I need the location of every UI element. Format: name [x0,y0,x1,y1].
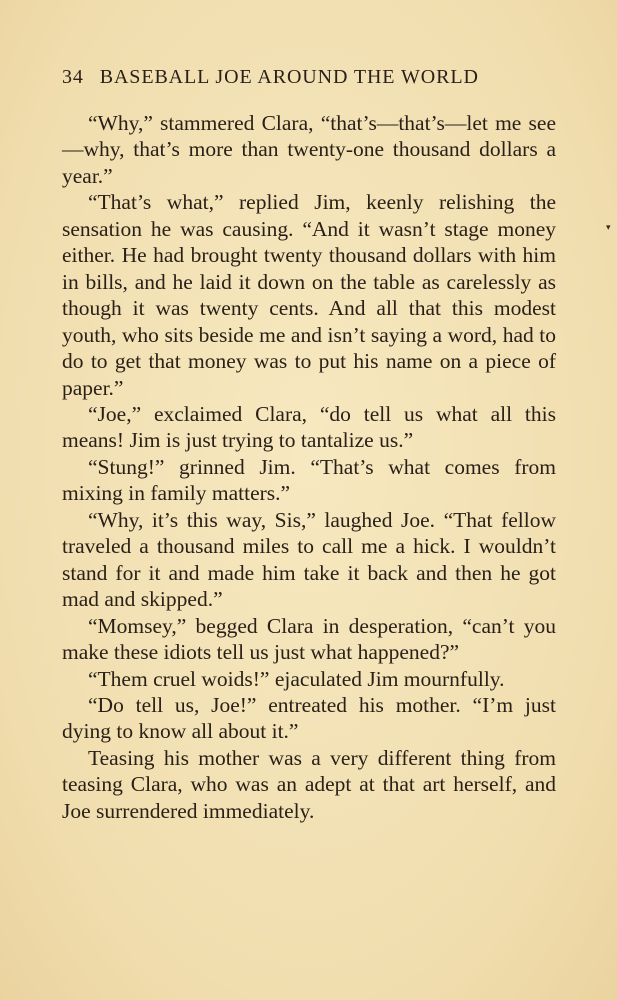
running-title: BASEBALL JOE AROUND THE WORLD [99,66,479,88]
margin-mark: ▾ [606,222,611,232]
paragraph: “Stung!” grinned Jim. “That’s what comes from mixing in family matters.” [62,454,556,506]
page-number: 34 [62,66,84,88]
paragraph: “Do tell us, Joe!” entreated his mother. “I’m just dying to know all about it.” [62,692,556,744]
paragraph: “That’s what,” replied Jim, keenly relishing the sensation he was causing. “And it wasn’t stage money either. He had brought twenty thousand dollars with him in bills, and he laid it down on the table as carelessly as though it was twenty cents. And all that this modest youth, who sits beside me and isn’t saying a word, had to do to get that money was to put his name on a piece of paper.” [62,190,556,400]
paragraph: “Why, it’s this way, Sis,” laughed Joe. “That fellow traveled a thousand miles to call me a hick. I wouldn’t stand for it and made him take it back and then he got mad and skipped.” [62,507,556,612]
paragraph: “Why,” stammered Clara, “that’s—that’s—let me see—why, that’s more than twenty-one thousand dollars a year.” [62,111,556,188]
paragraph: “Momsey,” begged Clara in desperation, “can’t you make these idiots tell us just what happened?” [62,613,556,665]
paragraph: “Them cruel woids!” ejaculated Jim mournfully. [88,666,505,691]
body-text [62,110,556,824]
page-header [62,66,562,89]
paragraph: Teasing his mother was a very different thing from teasing Clara, who was an adept at that art herself, and Joe surrendered immediately. [62,745,556,823]
paragraph: “Joe,” exclaimed Clara, “do tell us what all this means! Jim is just trying to tantalize us.” [62,401,556,453]
